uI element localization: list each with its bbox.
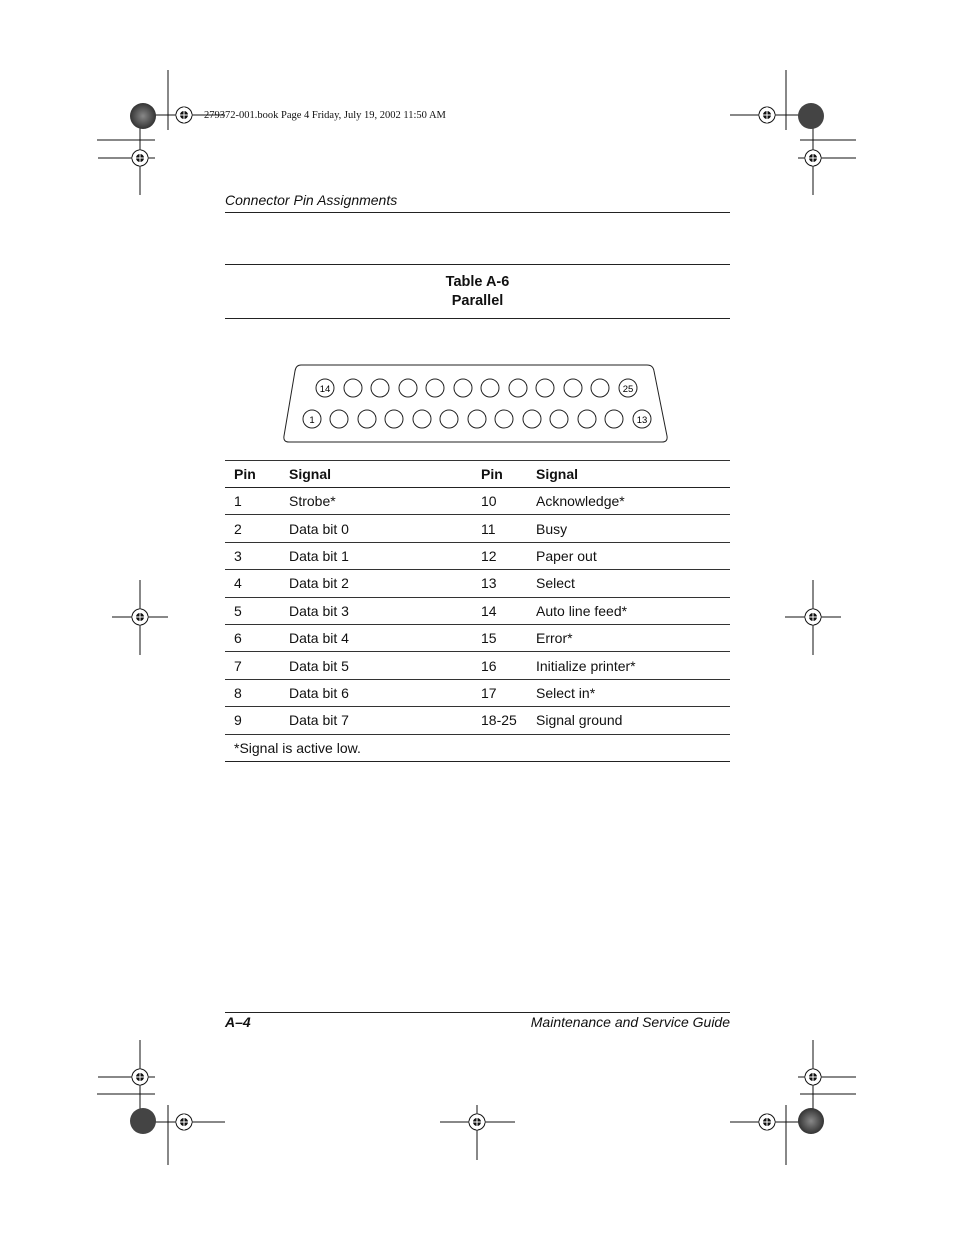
pin-cell: 16: [472, 652, 527, 679]
pin-cell: 6: [225, 624, 280, 651]
pin-cell: 7: [225, 652, 280, 679]
table-row: [225, 515, 730, 542]
column-header-signal: Signal: [527, 461, 730, 488]
table-row: [225, 542, 730, 569]
pin-cell: 2: [225, 515, 280, 542]
signal-cell: Data bit 6: [280, 679, 472, 706]
pin-cell: 9: [225, 707, 280, 734]
pin-cell: 3: [225, 542, 280, 569]
signal-cell: Select in*: [527, 679, 730, 706]
section-title: Connector Pin Assignments: [225, 192, 398, 208]
header-rule: [225, 212, 730, 213]
pin-cell: 12: [472, 542, 527, 569]
signal-cell: Auto line feed*: [527, 597, 730, 624]
footer-rule: [225, 1012, 730, 1013]
signal-cell: Acknowledge*: [527, 488, 730, 515]
signal-cell: Initialize printer*: [527, 652, 730, 679]
signal-cell: Paper out: [527, 542, 730, 569]
table-footnote-row: [225, 734, 730, 761]
pin-cell: 17: [472, 679, 527, 706]
pin-cell: 14: [472, 597, 527, 624]
table-title: Parallel: [451, 293, 504, 309]
signal-cell: Signal ground: [527, 707, 730, 734]
pin-cell: 8: [225, 679, 280, 706]
signal-cell: Data bit 2: [280, 570, 472, 597]
pin-assignment-table: [225, 460, 730, 762]
pin-cell: 11: [472, 515, 527, 542]
table-label: Table A-6: [445, 274, 510, 290]
signal-cell: Data bit 0: [280, 515, 472, 542]
pin-cell: 15: [472, 624, 527, 651]
column-header-pin: Pin: [225, 461, 280, 488]
table-row: [225, 707, 730, 734]
table-row: [225, 488, 730, 515]
signal-cell: Data bit 5: [280, 652, 472, 679]
pin-label-1: 1: [309, 415, 315, 426]
db25-connector-diagram: [282, 362, 672, 446]
pin-cell: 5: [225, 597, 280, 624]
table-row: [225, 624, 730, 651]
pin-label-25: 25: [622, 384, 634, 395]
pin-cell: 18-25: [472, 707, 527, 734]
pin-label-13: 13: [636, 415, 648, 426]
table-row: [225, 570, 730, 597]
signal-cell: Data bit 4: [280, 624, 472, 651]
page-number: A–4: [225, 1014, 251, 1030]
table-header-row: [225, 461, 730, 488]
table-caption: [225, 264, 730, 319]
pin-cell: 10: [472, 488, 527, 515]
signal-cell: Select: [527, 570, 730, 597]
signal-cell: Data bit 1: [280, 542, 472, 569]
table-row: [225, 679, 730, 706]
column-header-signal: Signal: [280, 461, 472, 488]
pin-cell: 1: [225, 488, 280, 515]
table-row: [225, 597, 730, 624]
signal-cell: Data bit 7: [280, 707, 472, 734]
connector-shell: [284, 365, 667, 442]
signal-cell: Error*: [527, 624, 730, 651]
pin-cell: 13: [472, 570, 527, 597]
table-row: [225, 652, 730, 679]
pin-label-14: 14: [319, 384, 331, 395]
column-header-pin: Pin: [472, 461, 527, 488]
signal-cell: Data bit 3: [280, 597, 472, 624]
signal-cell: Busy: [527, 515, 730, 542]
signal-cell: Strobe*: [280, 488, 472, 515]
book-info-line: 279372-001.book Page 4 Friday, July 19, 2002 11:50 AM: [204, 110, 446, 121]
pin-cell: 4: [225, 570, 280, 597]
table-footnote: *Signal is active low.: [225, 734, 730, 761]
guide-title: Maintenance and Service Guide: [530, 1014, 730, 1030]
